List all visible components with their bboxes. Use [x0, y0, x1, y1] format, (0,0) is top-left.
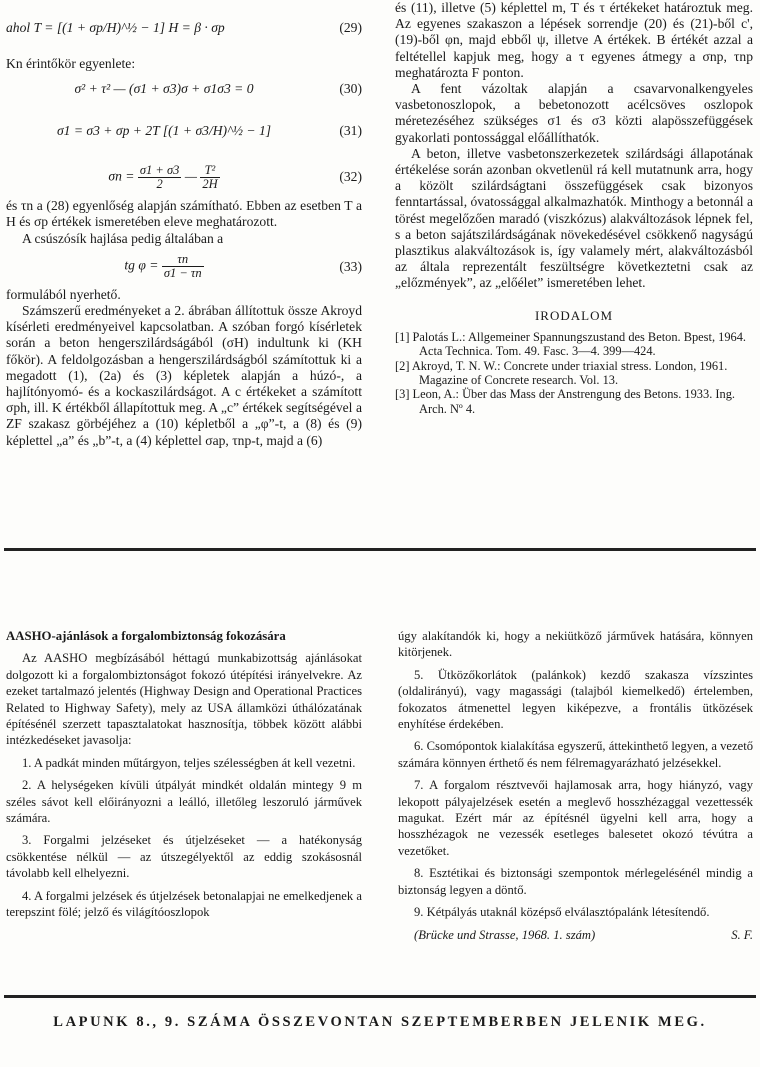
bottom-right-column [398, 628, 753, 943]
paragraph-tl-4: Számszerű eredményeket a 2. ábrában állítottuk össze Akroyd kísérleti eredményeivel kapcsolatban. A szóban forgó kísérletek során a beton hengerszilárdságából (σH) indultunk ki (KH főkör). A feldolgozásban a hengerszilárdságból számítottuk ki a megadott (1), (2a) és (3) képletek alapján a húzó-, a hajlítónyomó- és a kockaszilárdságot. A c értékeket a számított σph, ill. K értékből állapítottuk meg. A „c” értékek segítségével a ZF szakasz görbéjéhez a (10) képletből a „φ”-t, a (8) és (9) képlettel „a” és „b”-t, a (4) képlettel σap, τnp-t, majd a (6) [6, 303, 362, 448]
paragraph-br-4: 7. A forgalom résztvevői hajlamosak arra, hogy hiányzó, vagy lekopott pályajelzések esetén a meglevő hosszhézaggal vezettessék magukat. Ezért már az építésnél ügyelni kell arra, hogy a hosszhézagok ne vezessék esetleges balesetet okozó tévútra a vezetőket. [398, 778, 753, 858]
equation-33-denominator: σ1 − τn [163, 266, 202, 281]
equation-30-number: (30) [339, 81, 362, 97]
top-right-column [395, 0, 753, 416]
equation-32-fraction-1-denominator: 2 [156, 176, 163, 191]
paragraph-tl-2: A csúszósík hajlása pedig általában a [22, 230, 224, 246]
section-divider-bottom [4, 995, 756, 998]
equation-29-number: (29) [339, 19, 362, 35]
paragraph-tl-1: és τn a (28) egyenlőség alapján számítható. Ebben az esetben T a H és σp értékek ismeretében eleve meghatározott. [6, 198, 362, 230]
article-title: AASHO-ajánlások a forgalombiztonság fokozására [6, 629, 286, 643]
paragraph-tr-2: A fent vázoltak alapján a csavarvonalkengyeles vasbetonoszlopok, a bebetonozott acélcsöves oszlopok méretezéséhez szükséges σ1 és σ3 közti alapösszefüggések gyakorlati pontossággal előállíthatók. [395, 81, 753, 145]
paragraph-bl-1: Az AASHO megbízásából héttagú munkabizottság ajánlásokat dolgozott ki a forgalombiztonságot fokozó útépítési irányelvekre. Az ezeket tartalmazó jelentés (Highway Design and Operational Practices Related to Highway Safety), mely az USA államközi úthálózatának építésénél szerzett tapasztalatokat hasznosítja, többek között alábbi intézkedéseket javasolja: [6, 651, 362, 748]
equation-31-number: (31) [339, 123, 362, 139]
paragraph-tr-1: és (11), illetve (5) képlettel m, T és τ értékeket határoztuk meg. Az egyenes szakaszon a lépések sorrendje (20) és (21)-ből c', (19)-ből φn, majd ebből ψ, illetve A értékek. B értékét azzal a feltétellel kapjuk meg, hogy a τ egyenes átmegy a σnp, τnp meghatározta F ponton. [395, 0, 753, 80]
footer-notice: LAPUNK 8., 9. SZÁMA ÖSSZEVONTAN SZEPTEMBERBEN JELENIK MEG. [53, 1014, 707, 1030]
paragraph-br-3: 6. Csomópontok kialakítása egyszerű, áttekinthető legyen, a vezető számára könnyen érthető és nem félremagyarázható jelzésekkel. [398, 739, 753, 770]
equation-32-fraction-2 [200, 164, 219, 191]
paragraph-bl-2: 1. A padkát minden műtárgyon, teljes szélességben át kell vezetni. [22, 755, 356, 770]
paragraph-br-6: 9. Kétpályás utaknál középső elválasztópalánk létesítendő. [414, 905, 710, 920]
top-left-column [6, 0, 362, 449]
source-citation: (Brücke und Strasse, 1968. 1. szám) [414, 927, 596, 942]
equation-31-body: σ1 = σ3 + σp + 2T [(1 + σ3/H)^½ − 1] [56, 123, 272, 139]
equation-32-lhs: σn = [108, 168, 135, 184]
kn-line: Kn érintőkör egyenlete: [6, 56, 136, 71]
equation-33-fraction [162, 253, 204, 280]
equation-32-fraction-1 [138, 164, 182, 191]
paragraph-br-1: úgy alakítandók ki, hogy a nekiütköző járművek hatására, könnyen kitörjenek. [398, 629, 753, 660]
bottom-left-column [6, 628, 362, 927]
section-divider-top [4, 548, 756, 551]
paragraph-br-5: 8. Esztétikai és biztonsági szempontok mérlegelésénél mindig a biztonság legyen a döntő. [398, 866, 753, 897]
equation-30-body: σ² + τ² — (σ1 + σ3)σ + σ1σ3 = 0 [74, 81, 254, 97]
reference-2: [2] Akroyd, T. N. W.: Concrete under triaxial stress. London, 1961. Magazine of Concrete research. Vol. 13. [395, 358, 728, 388]
equation-32-minus: — [184, 168, 197, 184]
paragraph-tl-3: formulából nyerhető. [6, 286, 121, 302]
reference-3: [3] Leon, A.: Über das Mass der Anstrengung des Betons. 1933. Ing. Arch. Nº 4. [395, 387, 736, 416]
paragraph-br-2: 5. Ütközőkorlátok (palánkok) kezdő szakasza vízszintes (oldalirányú), vagy magassági (talajból kiemelkedő) értelemben, fokozatos átmenettel legyen kiképezve, a frontális ütközések enyhítése érdekében. [398, 667, 753, 732]
equation-33-numerator: τn [162, 253, 204, 267]
paragraph-bl-3: 2. A helységeken kívüli útpályát mindkét oldalán mintegy 9 m széles sávot kell előirányozni a leálló, illetőleg leszoruló járművek számára. [6, 778, 362, 826]
reference-1: [1] Palotás L.: Allgemeiner Spannungszustand des Beton. Bpest, 1964. Acta Technica. Tom. 49. Fasc. 3—4. 399—424. [395, 329, 747, 359]
equation-29-body: ahol T = [(1 + σp/H)^½ − 1] H = β · σp [6, 19, 225, 35]
equation-30 [6, 72, 362, 106]
equation-33-body [6, 253, 322, 280]
equation-32-fraction-1-numerator: σ1 + σ3 [139, 162, 180, 177]
equation-32-fraction-2-numerator: T² [200, 164, 219, 178]
equation-33-number: (33) [339, 258, 362, 274]
source-line [398, 927, 753, 943]
equation-33 [6, 247, 362, 287]
references-title: IRODALOM [534, 307, 614, 323]
equation-31 [6, 106, 362, 156]
equation-32 [6, 156, 362, 198]
equation-32-number: (32) [339, 169, 362, 185]
author-initials: S. F. [731, 927, 753, 942]
paragraph-tr-3: A beton, illetve vasbetonszerkezetek szilárdsági állapotának értékelése során azonban okvetlenül rá kell mutatnunk arra, hogy a közölt szilárdságtani összefüggések csak bizonyos fenntartással, óvatossággal alkalmazhatók. Minthogy a betonnál a törést megelőzően maradó (viszkózus) alakváltozások lépnek fel, s a beton sajátszilárdságának növekedésével csökkenő nagyságú plasztikus alakváltozások is, így valamely mért, alakváltozásból az általa reprezentált feszültségre következtetni csak az „előzmények”, az „előélet” ismeretében lehet. [395, 145, 753, 291]
equation-33-lhs: tg φ = [124, 257, 159, 273]
equation-29 [6, 0, 362, 56]
equation-32-fraction-2-denominator: 2H [202, 176, 218, 191]
paragraph-bl-4: 3. Forgalmi jelzéseket és útjelzéseket — a hatékonyság csökkentése nélkül — az útszegélyektől az eddig szokásosnál távolabb kell elhelyezni. [6, 833, 362, 881]
equation-32-body [6, 164, 322, 191]
paragraph-bl-5: 4. A forgalmi jelzések és útjelzések betonalapjai ne emelkedjenek a terepszint fölé; jelző és világítóoszlopok [6, 888, 362, 920]
